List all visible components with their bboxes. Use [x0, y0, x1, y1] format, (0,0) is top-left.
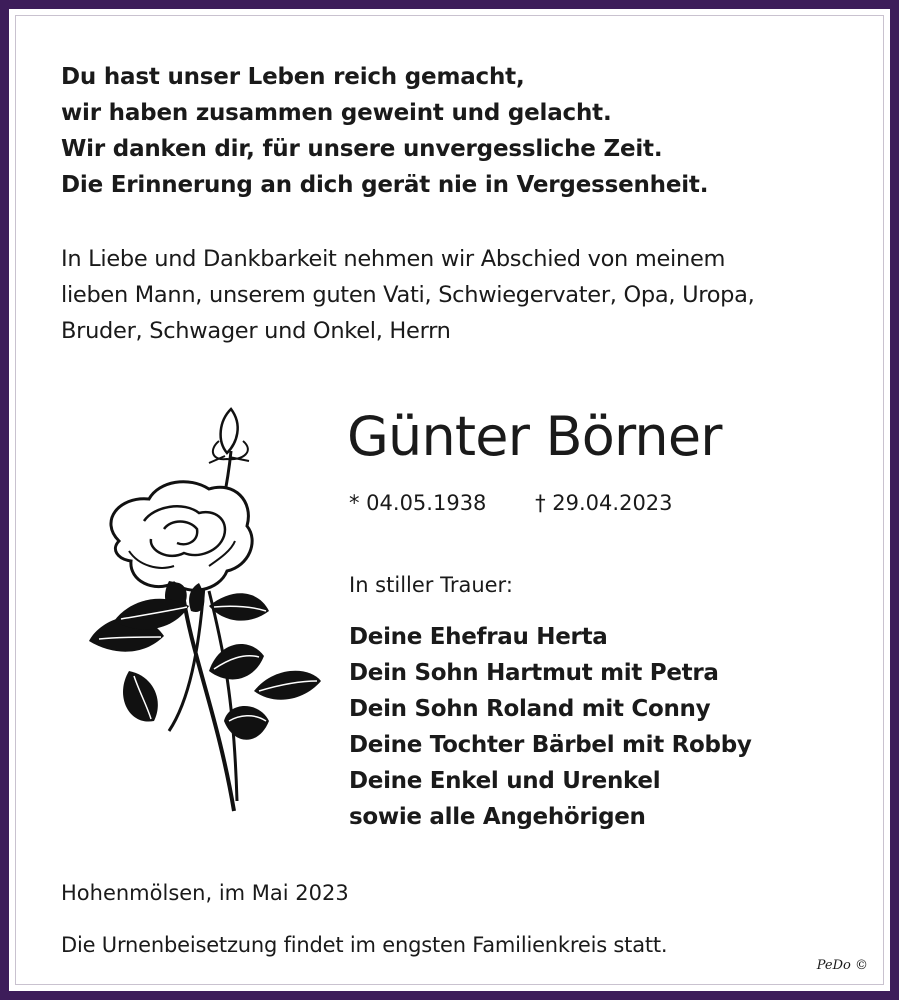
intro-line: lieben Mann, unserem guten Vati, Schwiegervater, Opa, Uropa,	[61, 282, 755, 308]
intro-line: In Liebe und Dankbarkeit nehmen wir Abschied von meinem	[61, 246, 726, 272]
family-member: Deine Enkel und Urenkel	[349, 768, 661, 794]
life-dates	[349, 487, 673, 519]
mourning-label: In stiller Trauer:	[349, 573, 513, 597]
intro-text	[61, 241, 861, 349]
family-list	[349, 619, 752, 835]
signature-mark: PeDo ©	[816, 958, 868, 973]
family-member: Dein Sohn Hartmut mit Petra	[349, 660, 719, 686]
rose-icon	[59, 401, 329, 821]
burial-note: Die Urnenbeisetzung findet im engsten Familienkreis statt.	[61, 933, 668, 957]
poem-block	[61, 59, 861, 203]
family-member: sowie alle Angehörigen	[349, 804, 646, 830]
intro-line: Bruder, Schwager und Onkel, Herrn	[61, 318, 451, 344]
family-member: Deine Ehefrau Herta	[349, 624, 608, 650]
family-member: Deine Tochter Bärbel mit Robby	[349, 732, 752, 758]
poem-line: wir haben zusammen geweint und gelacht.	[61, 100, 612, 126]
place-date: Hohenmölsen, im Mai 2023	[61, 881, 349, 905]
poem-line: Wir danken dir, für unsere unvergessliche Zeit.	[61, 136, 663, 162]
poem-line: Du hast unser Leben reich gemacht,	[61, 64, 525, 90]
birth-date: * 04.05.1938	[349, 491, 487, 515]
poem-line: Die Erinnerung an dich gerät nie in Vergessenheit.	[61, 172, 709, 198]
death-date: † 29.04.2023	[535, 491, 673, 515]
family-member: Dein Sohn Roland mit Conny	[349, 696, 711, 722]
deceased-name: Günter Börner	[347, 405, 722, 468]
